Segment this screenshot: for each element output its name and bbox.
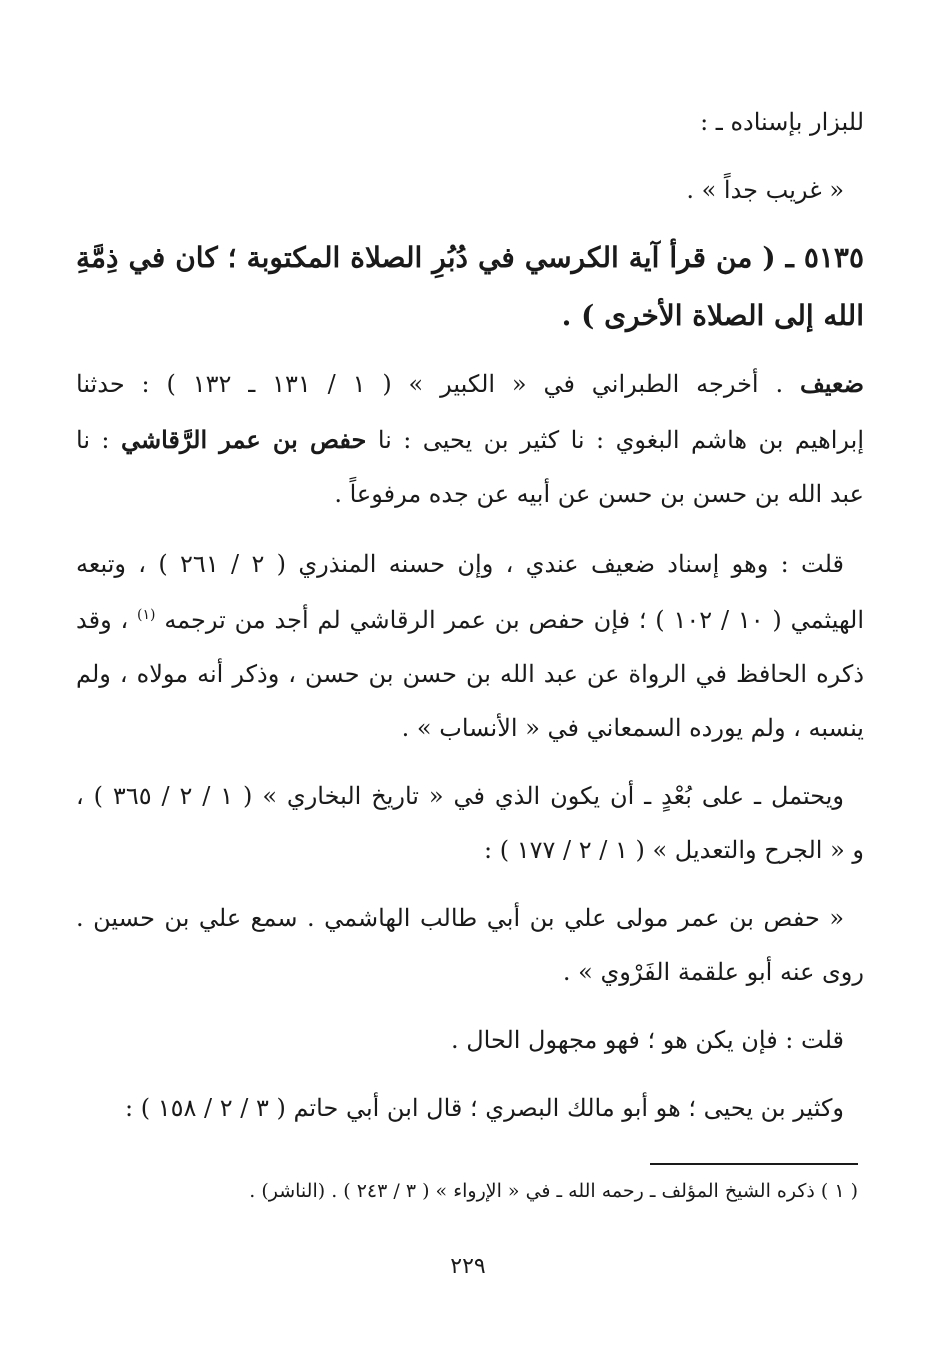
isnad-text: إبراهيم بن هاشم البغوي : نا كثير بن يحيى : نا (377, 426, 865, 454)
commentary-line: ذكره الحافظ في الرواة عن عبد الله بن حسن بن حسن ، وذكر أنه مولاه ، ولم (76, 660, 864, 688)
footnote: ( ١ ) ذكره الشيخ المؤلف ـ رحمه الله ـ في « الإرواء » ( ٣ / ٢٤٣ ) . (الناشر) . (249, 1180, 858, 1202)
commentary-text: ، وقد (76, 606, 129, 634)
commentary-line: ويحتمل ـ على بُعْدٍ ـ أن يكون الذي في « تاريخ البخاري » ( ١ / ٢ / ٣٦٥ ) ، (76, 782, 844, 810)
quote-line: « غريب جداً » . (686, 176, 844, 204)
footnote-marker: (١) (137, 607, 156, 623)
commentary-line (76, 608, 864, 632)
quote-line: « حفص بن عمر مولى علي بن أبي طالب الهاشمي . سمع علي بن حسين . (76, 904, 844, 932)
isnad-text: : نا (76, 426, 110, 454)
page-number: ٢٢٩ (450, 1254, 486, 1279)
commentary-line: قلت : وهو إسناد ضعيف عندي ، وإن حسنه المنذري ( ٢ / ٢٦١ ) ، وتبعه (76, 550, 845, 578)
isnad-line: عبد الله بن حسن بن حسن عن أبيه عن جده مرفوعاً . (334, 480, 864, 508)
commentary-line: و « الجرح والتعديل » ( ١ / ٢ / ١٧٧ ) : (483, 836, 864, 864)
grading-label: ضعيف (799, 369, 864, 398)
commentary-line: ينسبه ، ولم يورده السمعاني في « الأنساب » . (401, 714, 864, 742)
isnad-line (76, 425, 865, 454)
commentary-text: الهيثمي ( ١٠ / ١٠٢ ) ؛ فإن حفص بن عمر الرقاشي لم أجد من ترجمه (164, 606, 865, 634)
hadith-heading-line: ٥١٣٥ ـ ( من قرأ آية الكرسي في دُبُرِ الصلاة المكتوبة ؛ كان في ذِمَّةِ (76, 241, 864, 274)
text-line: للبزار بإسناده ـ : (700, 108, 864, 136)
quote-line: روى عنه أبو علقمة الفَرْوي » . (562, 958, 864, 986)
commentary-line: وكثير بن يحيى ؛ هو أبو مالك البصري ؛ قال ابن أبي حاتم ( ٣ / ٢ / ١٥٨ ) : (125, 1094, 844, 1122)
footnote-divider (650, 1163, 858, 1165)
grading-line (76, 369, 864, 398)
grading-text: . أخرجه الطبراني في « الكبير » ( ١ / ١٣١ ـ ١٣٢ ) : حدثنا (76, 370, 784, 398)
commentary-line: قلت : فإن يكن هو ؛ فهو مجهول الحال . (450, 1026, 844, 1054)
hadith-heading-line: الله إلى الصلاة الأخرى ) . (561, 299, 864, 332)
narrator-name: حفص بن عمر الرَّقاشي (120, 425, 367, 454)
